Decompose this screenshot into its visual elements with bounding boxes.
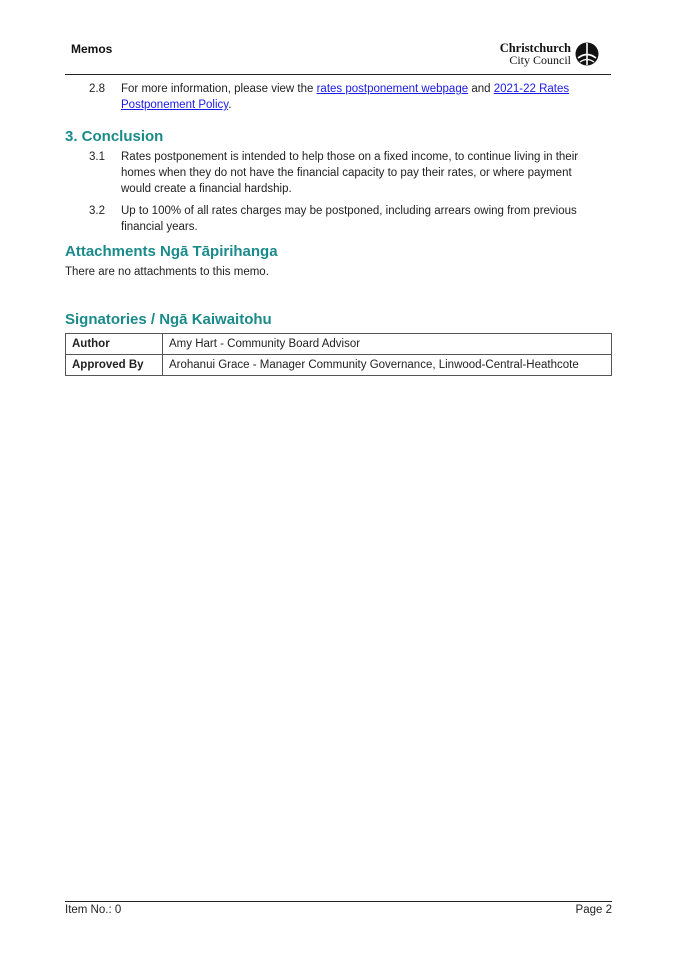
item-number: 3.1	[89, 151, 105, 163]
signatory-value: Arohanui Grace - Manager Community Governance, Linwood-Central-Heathcote	[163, 355, 612, 376]
header-title: Memos	[71, 42, 113, 56]
footer-page-number: Page 2	[575, 904, 612, 916]
attachments-text: There are no attachments to this memo.	[65, 266, 269, 278]
footer-item-number: Item No.: 0	[65, 904, 122, 916]
item-number: 3.2	[89, 205, 105, 217]
item-number: 2.8	[89, 83, 105, 95]
cathedral-logo-icon	[575, 41, 599, 67]
rates-postponement-webpage-link[interactable]: rates postponement webpage	[316, 83, 469, 95]
signatories-heading: Signatories / Ngā Kaiwaitohu	[65, 311, 272, 328]
item-text-before: For more information, please view the	[121, 83, 317, 95]
paragraph-3-1	[89, 149, 594, 197]
rates-postponement-policy-link[interactable]: 2021-22 Rates Postponement Policy	[121, 83, 570, 111]
item-text: Rates postponement is intended to help those on a fixed income, to continue living in their homes when they do not have the financial capacity to pay their rates, or where payment would create a financial hardship.	[121, 151, 579, 195]
page-footer	[65, 901, 612, 922]
council-logo	[500, 40, 599, 68]
paragraph-2-8	[89, 81, 594, 113]
item-text-after: .	[228, 99, 232, 111]
signatories-table	[65, 333, 612, 376]
item-text: Up to 100% of all rates charges may be postponed, including arrears owing from previous financial years.	[121, 205, 577, 233]
page-header	[65, 40, 611, 75]
signatory-label: Author	[66, 334, 163, 355]
attachments-heading: Attachments Ngā Tāpirihanga	[65, 243, 278, 260]
signatory-label: Approved By	[66, 355, 163, 376]
logo-line-2: City Council	[509, 53, 571, 67]
conclusion-heading: 3. Conclusion	[65, 128, 164, 145]
item-text-middle: and	[468, 83, 494, 95]
signatory-value: Amy Hart - Community Board Advisor	[163, 334, 612, 355]
table-row	[66, 355, 612, 376]
paragraph-3-2	[89, 203, 594, 235]
logo-line-1: Christchurch	[499, 41, 571, 55]
table-row	[66, 334, 612, 355]
